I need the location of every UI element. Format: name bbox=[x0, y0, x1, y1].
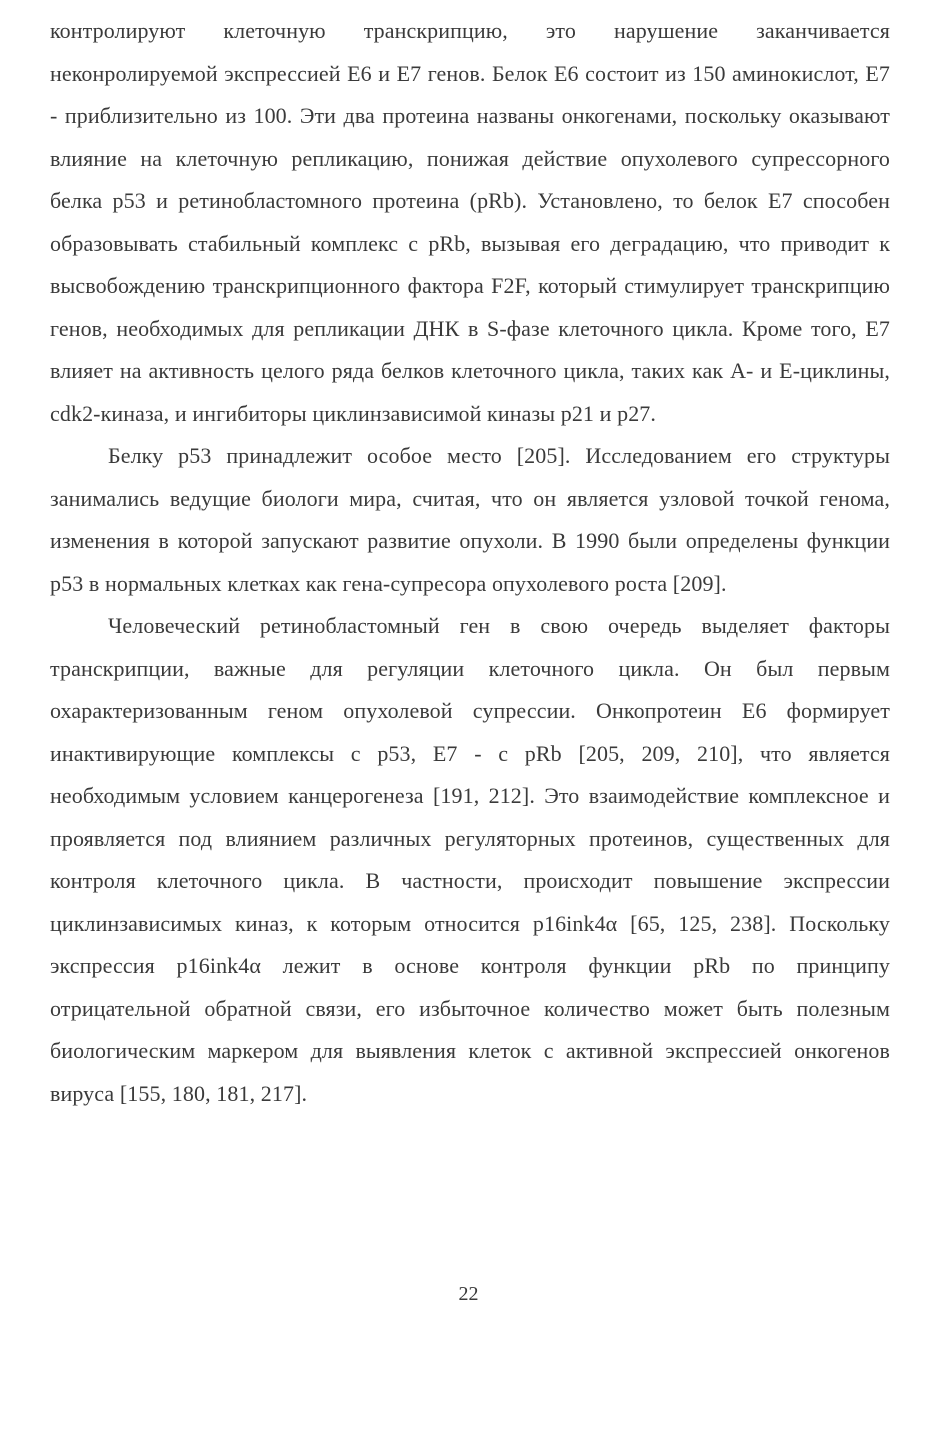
page-number: 22 bbox=[458, 1283, 479, 1305]
paragraph-p53: Белку p53 принадлежит особое место [205]. Исследованием его структуры занимались ведущие биологи мира, считая, что он является узловой точкой генома, изменения в которой запускают развитие опухоли. В 1990 были определены функции p53 в нормальных клетках как гена-супресора опухолевого роста [209]. bbox=[50, 443, 890, 596]
paragraph-continuation: контролируют клеточную транскрипцию, это нарушение заканчивается неконролируемой экспрессией E6 и E7 генов. Белок E6 состоит из 150 аминокислот, E7 - приблизительно из 100. Эти два протеина названы онкогенами, поскольку оказывают влияние на клеточную репликацию, понижая действие опухолевого супрессорного белка p53 и ретинобластомного протеина (pRb). Установлено, то белок E7 способен образовывать стабильный комплекс с pRb, вызывая его деградацию, что приводит к высвобождению транскрипционного фактора F2F, который стимулирует транскрипцию генов, необходимых для репликации ДНК в S-фазе клеточного цикла. Кроме того, E7 влияет на активность целого ряда белков клеточного цикла, таких как A- и E-циклины, cdk2-киназа, и ингибиторы циклинзависимой киназы p21 и p27. bbox=[50, 18, 890, 426]
paragraph-retinoblastoma: Человеческий ретинобластомный ген в свою очередь выделяет факторы транскрипции, важные для регуляции клеточного цикла. Он был первым охарактеризованным геном опухолевой супрессии. Онкопротеин E6 формирует инактивирующие комплексы с p53, E7 - с pRb [205, 209, 210], что является необходимым условием канцерогенеза [191, 212]. Это взаимодействие комплексное и проявляется под влиянием различных регуляторных протеинов, существенных для контроля клеточного цикла. В частности, происходит повышение экспрессии циклинзависимых киназ, к которым относится p16ink4α [65, 125, 238]. Поскольку экспрессия p16ink4α лежит в основе контроля функции pRb по принципу отрицательной обратной связи, его избыточное количество может быть полезным биологическим маркером для выявления клеток с активной экспрессией онкогенов вируса [155, 180, 181, 217]. bbox=[50, 613, 890, 1106]
body-text bbox=[50, 10, 890, 1115]
